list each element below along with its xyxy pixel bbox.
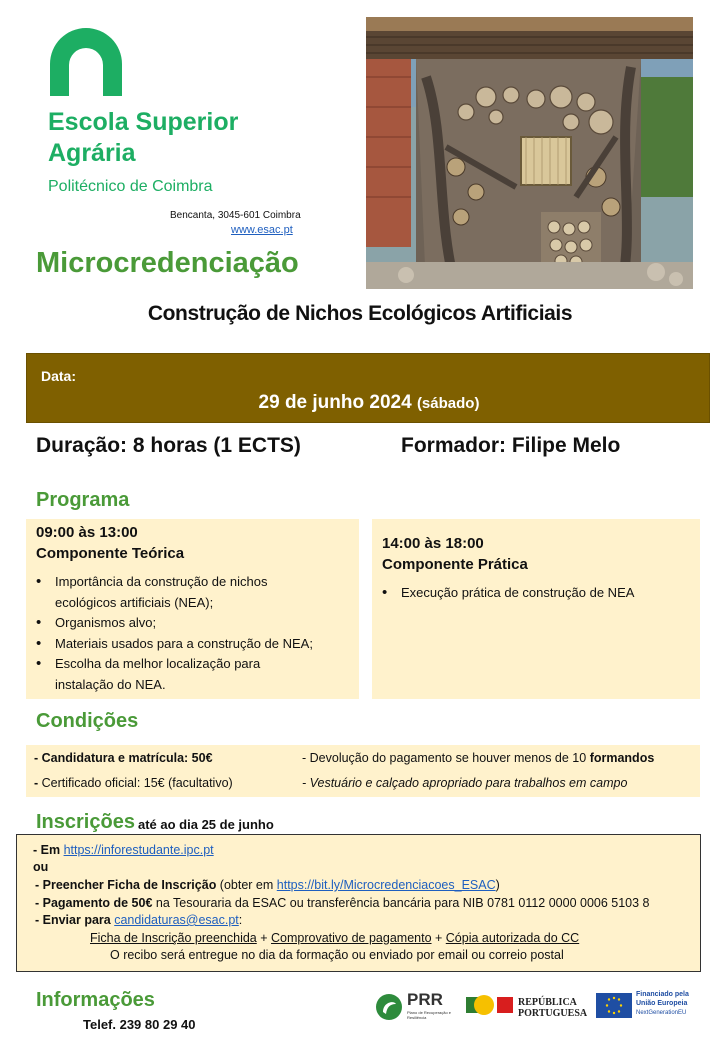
date-band [26, 353, 710, 423]
list-item: • Escolha da melhor localização para instalação do NEA. [36, 654, 351, 695]
list-item: • Materiais usados para a construção de NEA; [36, 634, 351, 655]
eu-line3: NextGenerationEU [636, 1010, 687, 1016]
condicoes-heading: Condições [36, 710, 139, 732]
registration-documents: Ficha de Inscrição preenchida + Comprovativo de pagamento + Cópia autorizada do CC [90, 931, 580, 945]
trainer: Formador: Filipe Melo [401, 434, 621, 457]
prr-logo [374, 990, 459, 1024]
program-afternoon-box [372, 519, 700, 699]
website-link[interactable]: www.esac.pt [231, 224, 293, 236]
condition-enrollment-fee: - Candidatura e matrícula: 50€ [34, 751, 213, 765]
registration-payment: - Pagamento de 50€ na Tesouraria da ESAC ou transferência bancária para NIB 0781 0112 0000 0006 5103 8 [35, 896, 650, 910]
eu-line2: União Europeia [636, 1000, 688, 1007]
bitly-link[interactable]: https://bit.ly/Microcredenciacoes_ESAC [276, 878, 496, 892]
program-morning-box [26, 519, 359, 699]
morning-component: Componente Teórica [36, 545, 185, 562]
school-name-line1: Escola Superior [48, 108, 239, 136]
school-address: Bencanta, 3045-601 Coimbra [170, 210, 301, 221]
republica-line2: PORTUGUESA [518, 1008, 588, 1019]
date-value [27, 392, 711, 414]
condition-clothing: - Vestuário e calçado apropriado para trabalhos em campo [302, 776, 628, 790]
registration-box [16, 834, 701, 972]
page-title: Microcredenciação [36, 247, 299, 279]
republica-line1: REPÚBLICA [518, 997, 577, 1008]
republica-portuguesa-logo [466, 990, 590, 1024]
school-name-line2: Agrária [48, 139, 136, 167]
eu-funding-logo [596, 990, 708, 1024]
eu-flag-icon [596, 993, 632, 1018]
phone-number: Telef. 239 80 29 40 [83, 1017, 196, 1032]
list-item: • Importância da construção de nichos ecológicos artificiais (NEA); [36, 572, 351, 613]
registration-receipt-note: O recibo será entregue no dia da formação ou enviado por email ou correio postal [110, 948, 564, 962]
registration-or: ou [33, 860, 49, 874]
prr-text: PRR [407, 990, 443, 1009]
prr-subtitle: Plano de Recuperação e Resiliência [407, 1010, 452, 1020]
informacoes-heading: Informações [36, 989, 155, 1011]
inscricoes-heading: Inscrições [36, 811, 135, 833]
list-item: • Organismos alvo; [36, 613, 351, 634]
afternoon-time: 14:00 às 18:00 [382, 535, 484, 552]
inforestudante-link[interactable]: https://inforestudante.ipc.pt [63, 843, 214, 857]
eu-line1: Financiado pela [636, 991, 689, 998]
date-weekday: (sábado) [416, 395, 480, 412]
duration: Duração: 8 horas (1 ECTS) [36, 434, 301, 457]
inscricoes-deadline: até ao dia 25 de junho [138, 817, 274, 832]
condition-refund: - Devolução do pagamento se houver menos de 10 formandos [302, 751, 655, 765]
esa-logo-arch [48, 28, 124, 96]
list-item: • Execução prática de construção de NEA [382, 583, 692, 604]
date-label: Data: [41, 368, 77, 384]
morning-time: 09:00 às 13:00 [36, 524, 138, 541]
school-name-line3: Politécnico de Coimbra [48, 178, 213, 195]
prr-emblem-icon [374, 992, 404, 1022]
condition-certificate: - Certificado oficial: 15€ (facultativo) [34, 776, 233, 790]
course-title: Construção de Nichos Ecológicos Artificiais [147, 302, 573, 325]
email-link[interactable]: candidaturas@esac.pt [114, 913, 239, 927]
registration-online: - Em https://inforestudante.ipc.pt [33, 843, 214, 857]
insect-hotel-photo [366, 17, 693, 289]
conditions-box [26, 745, 700, 797]
programa-heading: Programa [36, 489, 130, 511]
date-text: 29 de junho 2024 [258, 392, 412, 413]
registration-form: - Preencher Ficha de Inscrição (obter em https://bit.ly/Microcredenciacoes_ESAC) [35, 878, 500, 892]
afternoon-component: Componente Prática [382, 556, 528, 573]
registration-send: - Enviar para candidaturas@esac.pt: [35, 913, 243, 927]
